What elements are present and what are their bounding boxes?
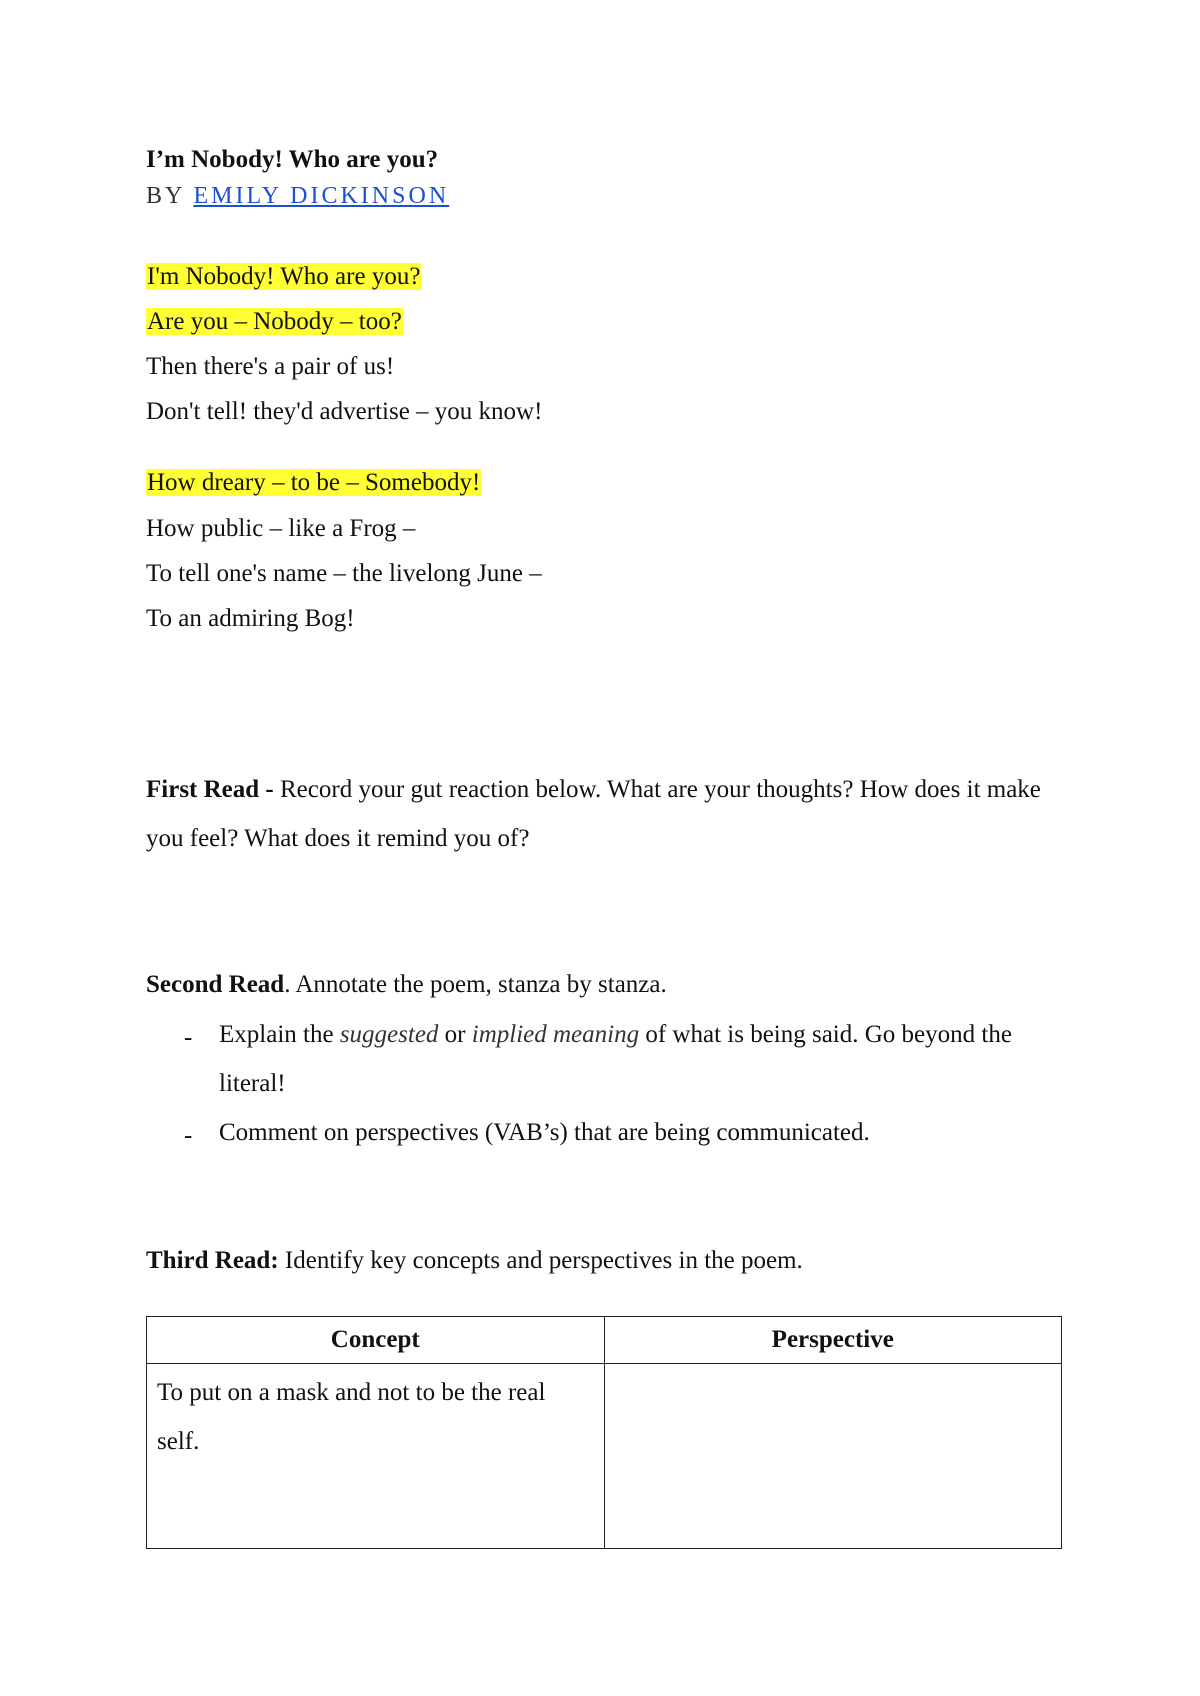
bullet-item: Explain the suggested or implied meaning of what is being said. Go beyond the literal!	[219, 1021, 1012, 1097]
poem-title: I’m Nobody! Who are you?	[146, 146, 439, 173]
poem-line	[146, 466, 481, 500]
first-read-instructions	[146, 765, 1066, 863]
concept-perspective-table	[146, 1316, 1062, 1549]
italic-text: implied meaning	[471, 1021, 640, 1048]
table-header-row	[147, 1317, 1062, 1364]
bullet-marker: -	[184, 1122, 193, 1149]
first-read-text: Record your gut reaction below. What are your thoughts? How does it make you feel? What does it remind you of?	[146, 776, 1041, 852]
author-link[interactable]: EMILY DICKINSON	[193, 183, 450, 209]
byline	[146, 183, 449, 210]
poem-line: To tell one's name – the livelong June –	[146, 560, 542, 587]
highlighted-text: I'm Nobody! Who are you?	[147, 263, 421, 290]
perspective-cell[interactable]	[604, 1364, 1062, 1549]
second-read-label: Second Read	[146, 971, 285, 998]
bullet-item: Comment on perspectives (VAB’s) that are being communicated.	[219, 1119, 870, 1146]
concept-cell[interactable]: To put on a mask and not to be the real self.	[147, 1364, 605, 1549]
poem-line	[146, 305, 403, 339]
third-read-instructions	[146, 1236, 1066, 1285]
highlighted-text: How dreary – to be – Somebody!	[147, 469, 481, 496]
poem-line	[146, 260, 421, 294]
third-read-text: Identify key concepts and perspectives in the poem.	[278, 1247, 803, 1274]
poem-line: Don't tell! they'd advertise – you know!	[146, 398, 543, 425]
second-read-text: . Annotate the poem, stanza by stanza.	[284, 971, 667, 998]
header-perspective: Perspective	[604, 1317, 1062, 1364]
second-read-instructions	[146, 960, 1066, 1009]
highlighted-text: Are you – Nobody – too?	[147, 308, 402, 335]
poem-line: Then there's a pair of us!	[146, 353, 395, 380]
italic-text: suggested	[339, 1021, 439, 1048]
table-row	[147, 1364, 1062, 1549]
poem-line: To an admiring Bog!	[146, 605, 355, 632]
poem-line: How public – like a Frog –	[146, 515, 416, 542]
header-concept: Concept	[147, 1317, 605, 1364]
third-read-label: Third Read:	[146, 1247, 279, 1274]
bullet-marker: -	[184, 1024, 193, 1051]
byline-prefix: BY	[146, 183, 185, 209]
first-read-label: First Read -	[146, 776, 274, 803]
